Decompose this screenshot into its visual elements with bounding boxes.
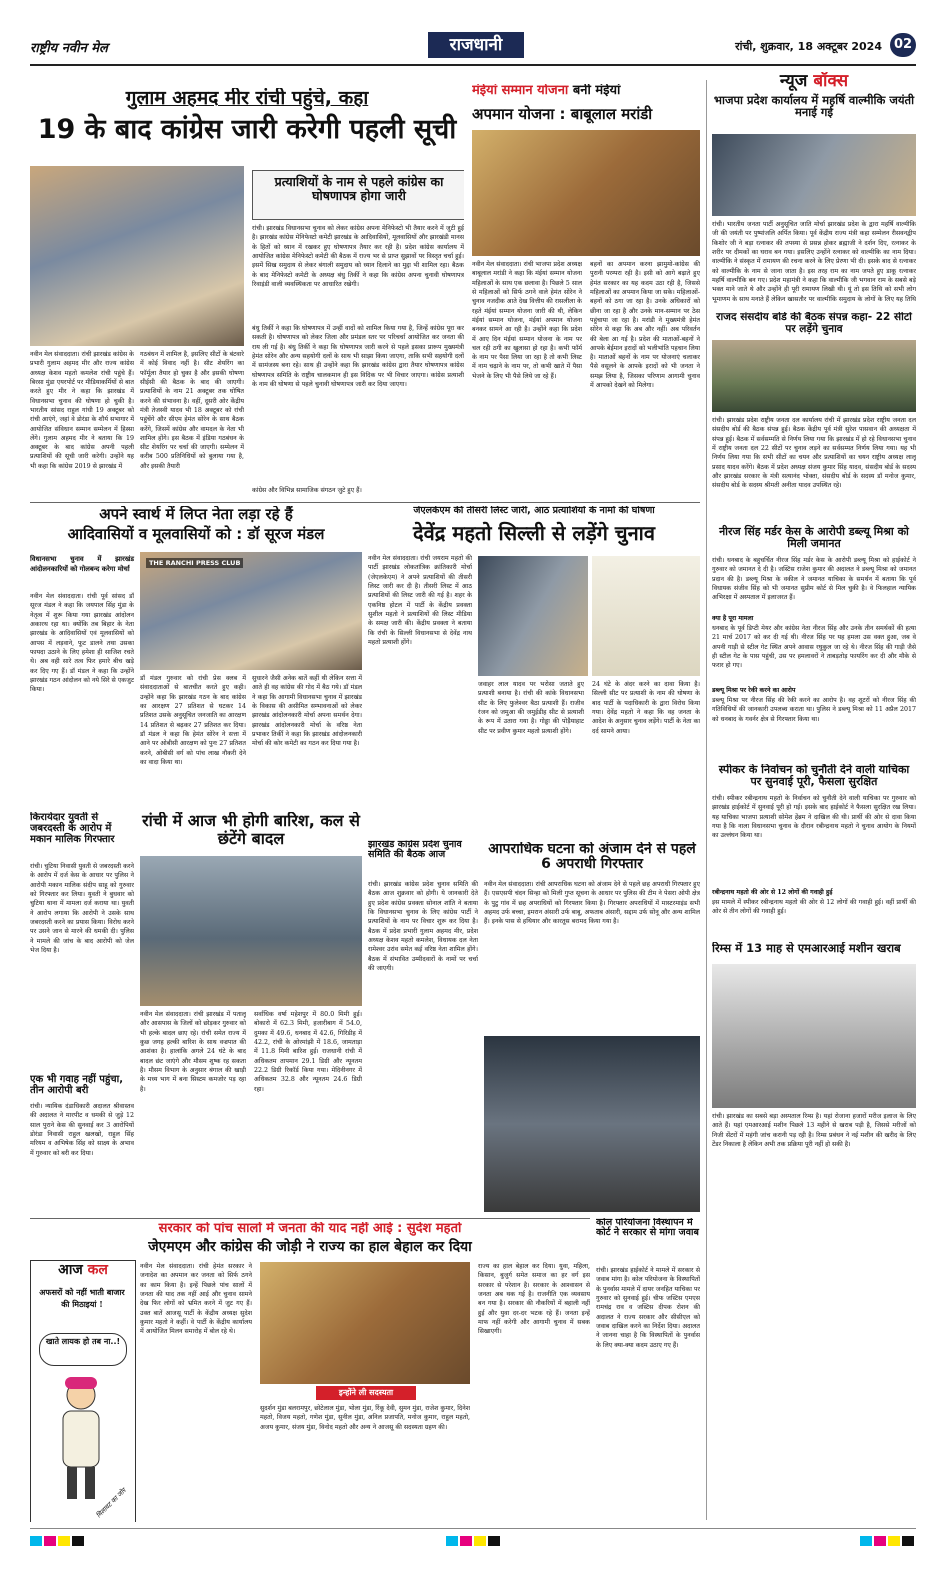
neeraj-sub-1-body: धनबाद के पूर्व डिप्टी मेयर और कांग्रेस नेता नीरज सिंह और उनके तीन समर्थकों की हत्या 21 मार्च 2017 को कर दी गई थी। नीरज सिंह पर यह हमला उस वक्त हुआ, जब वे अपनी गाड़ी से स्टील गेट स्थित अपने आवास रघुकुल जा रहे थे। नीरज सिंह की गाड़ी जैसे ही स्टील गेट के पास पहुंची, उस पर हमलावरों ने ताबड़तोड़ फायरिंग कर दी और मौके से फरार हो गए। bbox=[712, 625, 916, 670]
swatch-black-2 bbox=[488, 1536, 500, 1546]
maiyan-kicker bbox=[472, 84, 700, 98]
masthead-rule bbox=[30, 64, 916, 66]
swatch-cyan-2 bbox=[446, 1536, 458, 1546]
maiyan-body-col-2: बहनों का अपमान करना झामुमो-कांग्रेस की पुरानी परम्परा रही है। इसी को आगे बढ़ाते हुए हेमंत सरकार का यह कदम उठा रही है, जिससे महिलाओं का अपमान किया जा सके। महिलाओं-बहनों को ठगा जा रहा है। उनके अधिकारों को छीना जा रहा है और उनके मान-सम्मान पर ठेस पहुंचाया जा रहा है। मरांडी ने मुख्यमंत्री हेमंत सोरेन से कहा कि अब और नहीं। अब परिवर्तन की बेला आ गई है। प्रदेश की माताओं-बहनों ने आपके बेईमान इरादों को भलीभांति पहचान लिया है। माताओं बहनों के नाम पर योजनाएं चलाकर पैसे वसूलने के आपके इरादों को भी जनता ने समझ लिया है, जिसका परिणाम आगामी चुनाव में आपको देखने को मिलेगा। bbox=[590, 261, 700, 390]
sudesh-body-col-1: नवीन मेल संवाददाता। रांची हेमंत सरकार ने जनादेश का अपमान कर जनता को सिर्फ ठगने का काम किया है। इन्हें पिछले पांच सालों में जनता की याद तक नहीं आई और चुनाव सामने देख फिर लोगों को भ्रमित करने में जुट गए हैं। उक्त बातें आजसू पार्टी के केंद्रीय अध्यक्ष सुदेश कुमार महतो ने कहीं। वे पार्टी के केंद्रीय कार्यालय में आयोजित मिलन समारोह में बोल रहे थे। bbox=[140, 1263, 252, 1336]
ek-bhi-body: रांची। न्यायिक दंडाधिकारी अदालत श्रीवास्तव की अदालत ने मारपीट व धमकी से जुड़े 12 साल पुराने केस की सुनवाई कर 3 आरोपियों डोरंडा निवासी राहुल खलखो, राहुल सिंह मरियम व अभिषेक सिंह को साक्ष्य के अभाव में गुरुवार को बरी कर दिया। bbox=[30, 1103, 134, 1157]
registration-color-bar bbox=[30, 1528, 916, 1543]
rjd-headline: राजद संसदीय बोर्ड की बैठक संपन्न कहा- 22 सीटों पर लड़ेंगे चुनाव bbox=[716, 312, 912, 335]
swatch-yellow-3 bbox=[888, 1536, 900, 1546]
devendra-story bbox=[368, 506, 700, 836]
lead-photo-press-meet bbox=[30, 166, 244, 346]
suraj-body-col-1: नवीन मेल संवाददाता। रांची पूर्व सांसद डॉ सूरज मंडल ने कहा कि जयपाल सिंह मुंडा के नेतृत्व में शुरू किया गया झारखंड आंदोलन अकारथ रहा था। क्योंकि तब बिहार के नेता झारखंड के आदिवासियों एवं मूलवासियों को आपस में लड़वाने, फूट डालने तथा उसका फायदा उठाने के लिए हमेशा ही साजिश रचते थे। अब वही सारे तत्व फिर हमारे बीच खड़े कर दिए गए हैं। डॉ मंडल ने कहा कि उन्होंने झारखंड गठन आंदोलन को नये सिरे से एकजुट किया। bbox=[30, 593, 134, 694]
news-box-title bbox=[712, 72, 916, 91]
swatch-magenta bbox=[44, 1536, 56, 1546]
devendra-body-col-1: नवीन मेल संवाददाता। रांची जयराम महतो की पार्टी झारखंड लोकतांत्रिक क्रांतिकारी मोर्चा (जेएलकेएम) ने अपने प्रत्याशियों की तीसरी लिस्ट जारी कर दी है। तीसरी लिस्ट में आठ प्रत्याशियों की लिस्ट जारी की गई है। शहर के एकनिष्ठ होटल में पार्टी के केंद्रीय प्रवक्ता सुशील महतो ने प्रत्याशियों की लिस्ट मीडिया के समक्ष जारी की। केंद्रीय प्रवक्ता ने बताया कि रांची के सिल्ली विधानसभा से देवेंद्र नाथ महतो प्रत्याशी होंगे। bbox=[368, 555, 472, 646]
news-box-title-red: बॉक्स bbox=[813, 72, 849, 91]
swatch-magenta-2 bbox=[460, 1536, 472, 1546]
lead-body-col-4: बंधु तिर्की ने कहा कि घोषणापत्र में उन्हीं वादों को शामिल किया गया है, जिन्हें कांग्रेस पूरा कर सकती है। घोषणापत्र को लेकर जिला और प्रमंडल स्तर पर परिचर्चा आयोजित कर जनता की राय ली गई है। बंधु तिर्की ने कहा कि घोषणापत्र जारी करने से पहले इसका प्रारूप मुख्यमंत्री हेमंत सोरेन और अन्य सहयोगी दलों के साथ भी साझा किया जाएगा, ताकि सभी सहयोगी दलों में सामंजस्य बना रहे। साथ ही उन्होंने कहा कि झारखंड कांग्रेस द्वारा तैयार घोषणापत्र कांग्रेस घोषणापत्र समिति के राष्ट्रीय चालकमान ही इस विदिक पर भी विचार जाएगा। कांग्रेस प्रत्याशी के नाम की घोषणा से पहले चुनावी घोषणापत्र जारी कर दिया जाएगा। bbox=[252, 325, 464, 388]
cartoon-caption: अफसरों को नहीं भाती बाजार की मिठाइयां ! bbox=[39, 1287, 125, 1309]
jmm-cong-story bbox=[368, 840, 478, 1214]
rims-body: रांची। झारखंड का सबसे बड़ा अस्पताल रिम्स है। यहां रोजाना हजारों मरीज इलाज के लिए आते हैं। यहां एमआरआई मशीन पिछले 13 महीने से खराब पड़ी है, जिससे मरीजों को निजी सेंटरों में महंगी जांच करानी पड़ रही है। रिम्स प्रबंधन ने नई मशीन की खरीद के लिए टेंडर निकाला है लेकिन अभी तक प्रक्रिया पूरी नहीं हो सकी है। bbox=[712, 1113, 916, 1148]
devendra-kicker: जेएलकेएम की तीसरी लिस्ट जारी, आठ प्रत्याशियों के नामों की घोषणा bbox=[413, 506, 655, 516]
swatch-magenta-3 bbox=[874, 1536, 886, 1546]
cartoon-speech-bubble bbox=[39, 1333, 127, 1366]
sudesh-kicker: सरकार को पांच सालों में जनता की याद नहीं आई : सुदेश महतो bbox=[158, 1222, 462, 1236]
neeraj-sub-2-body: डब्ल्यू मिश्रा पर नीरज सिंह की रेकी करने का आरोप है। वह शूटरों को नीरज सिंह की गतिविधियों की जानकारी उपलब्ध कराता था। पुलिस ने डब्ल्यू मिश्रा को 11 अप्रैल 2017 को धनबाद के गवर्नर क्षेत्र से गिरफ्तार किया था। bbox=[712, 697, 916, 723]
swatch-black bbox=[72, 1536, 84, 1546]
neeraj-body: रांची। धनबाद के बहुचर्चित नीरज सिंह मर्डर केस के आरोपी डब्ल्यू मिश्रा को हाईकोर्ट ने गुरुवार को जमानत दे दी है। जस्टिस राजेश कुमार की अदालत ने डब्ल्यू मिश्रा को जमानत प्रदान की है। डब्ल्यू मिश्रा के वकील ने जमानत याचिका के समर्थन में बताया कि पूर्व विधायक संजीव सिंह को भी जमानत सुप्रीम कोर्ट से मिल चुकी है। वे फिलहाल न्यायिक अभिरक्षा में अस्पताल में इलाजरत हैं। bbox=[712, 557, 916, 602]
suraj-headline-1: अपने स्वार्थ में लिप्त नेता लड़ा रहे हैं bbox=[99, 506, 293, 523]
rjd-story bbox=[712, 312, 916, 760]
sudesh-headline: जेएमएम और कांग्रेस की जोड़ी ने राज्य का हाल बेहाल कर दिया bbox=[148, 1239, 472, 1256]
sudesh-body-col-3: राज्य का हाल बेहाल कर दिया। युवा, महिला, किसान, बुजुर्ग समेत समाज का हर वर्ग इस सरकार से परेशान है। सरकार के आश्वासन से जनता अब थक गई है। राजनीति एक व्यवसाय बन गया है। सरकार की नौकरियों में बहाली नहीं हुई और युवा दर-दर भटक रहे हैं। जनता इन्हें माफ नहीं करेगी और आगामी चुनाव में सबक सिखाएगी। bbox=[478, 1263, 590, 1336]
jmm-cong-headline: झारखंड कांग्रेस प्रदेश चुनाव समिति की बैठक आज bbox=[368, 840, 462, 861]
devendra-photo-list bbox=[592, 556, 700, 676]
cartoon-title-black: आज bbox=[58, 1262, 83, 1278]
cartoon-signature: मिलावट का जोर bbox=[94, 1486, 128, 1520]
apradh-photo-arrested bbox=[484, 1036, 700, 1212]
suraj-photo-press-club bbox=[140, 552, 362, 670]
lead-tail-note: कांग्रेस और विभिन्न सामाजिक संगठन जुटे हुए हैं। bbox=[252, 487, 362, 494]
sudesh-story bbox=[30, 1222, 590, 1522]
swatch-cyan bbox=[30, 1536, 42, 1546]
suraj-story bbox=[30, 506, 362, 806]
apradh-body: नवीन मेल संवाददाता। रांची आपराधिक घटना को अंजाम देने से पहले छह अपराधी गिरफ्तार हुए हैं। एसएसपी चंदन सिन्हा को मिली गुप्त सूचना के आधार पर पुलिस की टीम ने पेसरा ओपी क्षेत्र के पुटु गांव में छह अपराधियों को गिरफ्तार किया है। गिरफ्तार अपराधियों में मास्टरमाइंड सभी अहमद उर्फ बच्चा, इमरान अंसारी उर्फ बाबू, अफताब अंसारी, सद्दाम उर्फ सोनू और अन्य शामिल हैं। इनके पास से हथियार और कारतूस बरामद किया गया है। bbox=[484, 881, 700, 926]
maiyan-body-col-1: नवीन मेल संवाददाता। रांची भाजपा प्रदेश अध्यक्ष बाबूलाल मरांडी ने कहा कि मंईयां सम्मान योजना महिलाओं के साथ एक छलावा है। पिछले 5 साल से महिलाओं को सिर्फ ठगने वाले हेमंत सोरेन ने चुनाव नजदीक आते देख वित्तीय की रासलीला के रहते मंईयां सम्मान योजना जारी की थी, लेकिन मंईयां सम्मान योजना, मंईयां अपमान योजना बनकर सामने आ रही है। उन्होंने कहा कि प्रदेश में आए दिन मंईयां सम्मान योजना के नाम पर चल रही ठगी का खुलासा हो रहा है। कभी फॉर्म के नाम पर पैसा लिया जा रहा है तो कभी लिस्ट में नाम चढ़ाने के नाम पर, तो कभी खाते में पैसा भेजने के लिए भी पैसे लिये जा रहे हैं। bbox=[472, 261, 582, 380]
suraj-headline-2: आदिवासियों व मूलवासियों को : डॉ सूरज मंडल bbox=[67, 524, 325, 543]
sudesh-photo-label: इन्होंने ली सदस्यता bbox=[316, 1386, 416, 1400]
rjd-body: रांची। झारखंड प्रदेश राष्ट्रीय जनता दल कार्यालय रांची में झारखंड प्रदेश राष्ट्रीय जनता दल संसदीय बोर्ड की बैठक संपन्न हुई। बैठक केंद्रीय पूर्व मंत्री सुरेश पासवान की अध्यक्षता में संपन्न हुई। बैठक में सर्वसम्मति से निर्णय लिया गया कि झारखंड में हो रहे विधानसभा चुनाव में राष्ट्रीय जनता दल 22 सीटों पर चुनाव लड़ने का सर्वसम्मत निर्णय लिया गया। यह भी निर्णय लिया गया कि सभी सीटों का चयन और प्रत्याशियों का चयन राष्ट्रीय अध्यक्ष लालू प्रसाद यादव करेंगे। बैठक में प्रदेश अध्यक्ष संजय कुमार सिंह यादव, संसदीय बोर्ड के सदस्य और झारखंड सरकार के मंत्री सत्यानंद भोक्ता, संसदीय बोर्ड के सदस्य डॉ मनोज कुमार, संसदीय बोर्ड के सदस्य श्रीमती अनीता यादव उपस्थित रहे। bbox=[712, 417, 916, 490]
swatch-cyan-3 bbox=[860, 1536, 872, 1546]
devendra-body-col-3: 24 घंटे के अंदर करने का दावा किया है। सिल्ली सीट पर प्रत्याशी के नाम की घोषणा के बाद पार्टी के पदाधिकारी के द्वारा विरोध किया गया। देवेंद्र महतो ने कहा कि वह जनता के आदेश के अनुसार चुनाव लड़ेंगे। पार्टी के नेता का दर्द सामने आया। bbox=[592, 681, 700, 735]
masthead bbox=[30, 32, 916, 62]
speaker-sub: रबीन्द्रनाथ महतो की ओर से 12 लोगों की गवाही हुई bbox=[712, 889, 833, 896]
sudesh-photo-joining bbox=[260, 1262, 470, 1384]
devendra-headline: देवेंद्र महतो सिल्ली से लड़ेंगे चुनाव bbox=[413, 521, 655, 546]
apradh-story bbox=[484, 842, 700, 1212]
swatch-yellow-2 bbox=[474, 1536, 486, 1546]
paper-name: राष्ट्रीय नवीन मेल bbox=[30, 41, 108, 56]
maiyan-story bbox=[472, 84, 700, 498]
cartoon-title bbox=[31, 1263, 135, 1278]
suraj-photo-label: THE RANCHI PRESS CLUB bbox=[146, 558, 243, 568]
cartoon-title-red: कल bbox=[87, 1262, 108, 1278]
speaker-headline: स्पीकर के निर्वाचन को चुनौती देने वाली याचिका पर सुनवाई पूरी, फैसला सुरक्षित bbox=[718, 764, 910, 789]
kiraya-story bbox=[30, 812, 134, 1214]
neeraj-sub-2: डब्ल्यू मिश्रा पर रेकी करने का आरोप bbox=[712, 687, 796, 694]
ek-bhi-headline: एक भी गवाह नहीं पहुंचा, तीन आरोपी बरी bbox=[30, 1074, 124, 1096]
lead-body-col-3: रांची। झारखंड विधानसभा चुनाव को लेकर कांग्रेस अपना मेनिफेस्टो भी तैयार करने में जुटी हुई है। झारखंड कांग्रेस मेनिफेस्टो कमेटी झारखंड के आदिवासियों, मूलवासियों और झारखंडी मानस के हितों को ध्यान में रखकर हुए घोषणापत्र तैयार कर रही है। प्रदेश कांग्रेस कार्यालय में आयोजित कांग्रेस मेनिफेस्टो कमेटी की बैठक में राज्य भर से प्राप्त सुझावों पर विस्तृत चर्चा हुई। इसमें सिख समुदाय से लेकर बंगाली समुदाय को ध्यान दिलाने का मुद्दा भी शामिल रहा। बैठक के बाद मेनिफेस्टो कमेटी के अध्यक्ष बंधु तिर्की ने कहा कि कांग्रेस अपना चुनावी घोषणापत्र रिवाइंडी वाली व्यवस्थिकता पर आधारित रखेगी। bbox=[252, 225, 464, 288]
rjd-photo bbox=[712, 340, 916, 412]
section-banner: राजधानी bbox=[428, 32, 524, 58]
devendra-photo-press bbox=[478, 556, 588, 676]
swatch-black-3 bbox=[902, 1536, 914, 1546]
maiyan-photo-babulal bbox=[472, 130, 700, 256]
rims-story bbox=[712, 942, 916, 1522]
speaker-body: रांची। स्पीकर रबीन्द्रनाथ महतो के निर्वाचन को चुनौती देने वाली याचिका पर गुरुवार को झारखंड हाईकोर्ट में सुनवाई पूरी हो गई। इसके बाद हाईकोर्ट ने फैसला सुरक्षित रख लिया। यह याचिका भाजपा प्रत्याशी सोमेश हेंब्रम ने दाखिल की थी। प्रार्थी की ओर से दावा किया गया है कि नाला विधानसभा चुनाव के दौरान रबीन्द्रनाथ महतो ने चुनाव आयोग के नियमों का उल्लंघन किया था। bbox=[712, 795, 916, 840]
koal-story bbox=[596, 1218, 700, 1522]
barish-body-col-2: सर्वाधिक वर्षा महेशपुर में 80.0 मिमी हुई। बोकारो में 62.3 मिमी, हजारीबाग में 54.0, दुमका में 49.6, धनबाद में 42.6, गिरिडीह में 42.2, रांची के ओरमांझी में 18.6, जामताड़ा में 11.8 मिमी बारिश हुई। राजधानी रांची में अधिकतम तापमान 29.1 डिग्री और न्यूनतम 22.2 डिग्री रिकॉर्ड किया गया। मेदिनीनगर में अधिकतम 32.8 और न्यूनतम 24.6 डिग्री रहा। bbox=[254, 1011, 362, 1093]
suraj-side-label: विधानसभा चुनाव में झारखंड आंदोलनकारियों को गोलबन्द करेगा मोर्चा bbox=[30, 555, 134, 574]
lead-kicker: गुलाम अहमद मीर रांची पहुंचे, कहा bbox=[125, 88, 369, 109]
lead-body-col-1: नवीन मेल संवाददाता। रांची झारखंड कांग्रेस के प्रभारी गुलाम अहमद मीर और राज्य कांग्रेस अध्यक्ष केशव महतो कमलेश रांची पहुंचे हैं। बिरसा मुंडा एयरपोर्ट पर मीडियाकर्मियों से बात करते हुए मीर ने कहा कि झारखंड में विधानसभा चुनाव की घोषणा हो चुकी है। भारतीय सांसद राहुल गांधी 19 अक्टूबर को रांची आएंगे, जहां वे डोरंडा के शौर्य सभागार में आयोजित संविधान सम्मान सम्मेलन में हिस्सा लेंगे। गुलाम अहमद मीर ने बताया कि 19 अक्टूबर के बाद कांग्रेस अपनी पहली प्रत्याशियों की सूची जारी करेगी। उन्होंने यह भी कहा कि कांग्रेस 2019 से झारखंड में bbox=[30, 351, 134, 470]
jmm-cong-body: रांची। झारखंड कांग्रेस प्रदेश चुनाव समिति की बैठक आज शुक्रवार को होगी। ये जानकारी देते हुए प्रदेश कांग्रेस प्रवक्ता सोनाल शांति ने बताया कि विधानसभा चुनाव के लिए कांग्रेस पार्टी ने प्रत्याशियों के नाम पर विचार शुरू कर दिया है। बैठक में प्रदेश प्रभारी गुलाम अहमद मीर, प्रदेश अध्यक्ष केशव महतो कमलेश, विधायक दल नेता रामेश्वर उरांव समेत कई वरिष्ठ नेता शामिल होंगे। बैठक में संभावित उम्मीदवारों के नामों पर चर्चा की जाएगी। bbox=[368, 881, 478, 972]
devendra-body-col-2: जवाहर लाल यादव पर भरोसा जताते हुए प्रत्याशी बनाया है। रांची की कांके विधानसभा सीट के लिए फुलेश्वर बैठा प्रत्याशी हैं। राजीव रंजन को जमुआ की जमुईडीह सीट से प्रत्याशी के रूप में उतारा गया है। गोड्डा की पोड़ैयाहाट सीट पर प्रवीण कुमार महतो प्रत्याशी होंगे। bbox=[478, 681, 584, 735]
cartoon-figure bbox=[51, 1373, 111, 1503]
maiyan-kicker-red: मंईयां सम्मान योजना bbox=[472, 84, 569, 98]
lead-subhead-box bbox=[252, 170, 464, 220]
barish-story bbox=[140, 812, 362, 1214]
maiyan-headline: अपमान योजना : बाबूलाल मरांडी bbox=[472, 105, 653, 124]
column-rule-right bbox=[706, 80, 707, 1520]
cartoon-bubble-text: खाते लायक हो तब ना..! bbox=[45, 1337, 121, 1346]
dateline: रांची, शुक्रवार, 18 अक्टूबर 2024 bbox=[735, 40, 882, 53]
suraj-body-col-2: डॉ मंडल गुरुवार को रांची प्रेस क्लब में संवाददाताओं से बातचीत करते हुए कही। उन्होंने कहा कि झारखंड गठन के बाद कांग्रेस का आरक्षण 27 प्रतिशत से घटकर 14 प्रतिशत उसके अनुसूचित जनजाति का आरक्षण 14 प्रतिशत से बढ़कर 27 प्रतिशत कर दिया। डॉ मंडल ने कहा कि हेमंत सोरेन ने सत्ता में आने पर ओबीसी आरक्षण को पुनः 27 प्रतिशत करने, ओबीसी वर्ग को पांच लाख नौकरी देने का वादा किया था। bbox=[140, 675, 246, 766]
barish-photo-rain bbox=[140, 856, 362, 1006]
barish-body-col-1: नवीन मेल संवाददाता। रांची झारखंड में पतालू और आसपास के जिलों को छोड़कर गुरुवार को भी हल्के बादल छाए रहे। रांची समेत राज्य में कुछ जगह हल्की बारिश के साथ वज्रपात की आशंका है। हालांकि अगले 24 घंटे के बाद बादल छंट जाएंगे और मौसम शुष्क रह सकता है। मौसम विभाग के अनुसार बंगाल की खाड़ी के मध्य भाग में बना सिस्टम कमजोर पड़ रहा है। bbox=[140, 1011, 246, 1093]
cartoon-box bbox=[30, 1260, 136, 1522]
lead-headline: 19 के बाद कांग्रेस जारी करेगी पहली सूची bbox=[37, 113, 457, 145]
news-box-title-black: न्यूज bbox=[779, 72, 808, 91]
speaker-story bbox=[712, 764, 916, 934]
neeraj-sub-1: क्या है पूरा मामला bbox=[712, 615, 754, 622]
news-box-headline: भाजपा प्रदेश कार्यालय में महर्षि वाल्मीकि जयंती मनाई गई bbox=[713, 92, 915, 120]
apradh-headline: आपराधिक घटना को अंजाम देने से पहले 6 अपराधी गिरफ्तार bbox=[488, 842, 696, 873]
neeraj-headline: नीरज सिंह मर्डर केस के आरोपी डब्ल्यू मिश्रा को मिली जमानत bbox=[719, 525, 909, 551]
speaker-sub-body: इस मामले में स्पीकर रबीन्द्रनाथ महतो की ओर से 12 लोगों की गवाही हुई। वहीं प्रार्थी की ओर से तीन लोगों की गवाही हुई। bbox=[712, 899, 916, 916]
barish-headline: रांची में आज भी होगी बारिश, कल से छंटेंगे बादल bbox=[142, 812, 360, 848]
lead-body-col-2: गठबंधन में शामिल है, इसलिए सीटों के बंटवारे में कोई विवाद नहीं है। सीट शेयरिंग का फॉर्मूला तैयार हो चुका है और इसकी घोषणा सीईसी की बैठक के बाद की जाएगी। प्रत्याशियों के नाम 21 अक्टूबर तक घोषित करने की संभावना है। वहीं, दूसरी ओर केंद्रीय मंत्री तेजस्वी यादव भी 18 अक्टूबर को रांची पहुंचेंगे और सीएम हेमंत सोरेन के साथ बैठक करेंगे, जिसमें कांग्रेस और वामदल के नेता भी शामिल होंगे। इस बैठक में इंडिया गठबंधन के सीट शेयरिंग पर चर्चा की जाएगी। सम्मेलन में करीब 500 प्रतिनिधियों को बुलाया गया है, और इसकी तैयारी bbox=[140, 351, 244, 470]
koal-headline: कोल परियोजना विस्थापन में कोर्ट ने सरकार से मांगा जवाब bbox=[596, 1218, 699, 1239]
section-rule-mid bbox=[30, 502, 700, 503]
swatch-yellow bbox=[58, 1536, 70, 1546]
suraj-body-col-3: सुधारने जैसी अनेक बातें कहीं थी लेकिन सत्ता में आते ही वह कांग्रेस की गोद में बैठ गये। डॉ मंडल ने कहा कि आगामी विधानसभा चुनाव में झारखंड के विकास की असीमित सम्भावनाओं को लेकर झारखंड आंदोलनकारी मोर्चा अपना समर्थन देगा। झारखंड आंदोलनकारी मोर्चा के वरिष्ठ नेता प्रभाकर तिर्की ने कहा कि झारखंड आंदोलनकारी मोर्चा की कोर कमेटी का गठन कर दिया गया है। bbox=[252, 675, 362, 748]
maiyan-kicker-black: बनी मंईयां bbox=[572, 84, 621, 98]
page-number-badge: 02 bbox=[890, 33, 916, 57]
kiraya-body: रांची। चुटिया निवासी युवती से जबरदस्ती करने के आरोप में दर्ज केस के आधार पर पुलिस ने आरोपी मकान मालिक संदीप साहू को गुरुवार को गिरफ्तार कर लिया। युवती ने बुधवार को चुटिया थाना में मामला दर्ज कराया था। युवती ने आरोप लगाया कि आरोपी ने उसके साथ जबरदस्ती करने का प्रयास किया। विरोध करने पर उसने जान से मारने की धमकी दी। पुलिस ने मामले की जांच के बाद आरोपी को जेल भेज दिया है। bbox=[30, 863, 134, 954]
section-rule-bottom bbox=[30, 1218, 590, 1219]
kiraya-headline: किरायेदार युवती से जबरदस्ती के आरोप में मकान मालिक गिरफ्तार bbox=[30, 812, 115, 845]
rims-photo-mri bbox=[712, 964, 916, 1108]
lead-story bbox=[30, 88, 464, 500]
rims-headline: रिम्स में 13 माह से एमआरआई मशीन खराब bbox=[712, 942, 901, 955]
lead-sub-headline: प्रत्याशियों के नाम से पहले कांग्रेस का घोषणापत्र होगा जारी bbox=[274, 174, 444, 203]
news-box-photo bbox=[712, 134, 916, 216]
news-box-body: रांची। भारतीय जनता पार्टी अनुसूचित जाति मोर्चा झारखंड प्रदेश के द्वारा महर्षि वाल्मीकि जी की जयंती पर पुष्पांजलि अर्पित किया। पूर्व केंद्रीय राज्य मंत्री कहा सम्मेलन रीसवनद्वीप किशोर जी ने बड़ा रत्नाकर की तपस्या से प्रसन्न होकर ब्रह्माजी ने दर्शन दिए, रत्नाकर के शरीर पर दीमकों का घराव बन गया। इसलिए उन्होंने रत्नाकर को वाल्मीकि का नाम दिया। वाल्मीकि ने संस्कृत में रामायण की रचना करने के लिए प्रेरणा भी दी। इसके बाद से रत्नाकर को वाल्मीकि के नाम से जाना जाता है। इस तरह राम का नाम जपते हुए डाकू रत्नाकर महर्षि वाल्मीकि बन गए। प्रदेश महामंत्री ने कहा कि वाल्मीकि जी भगवान राम के सबसे बड़े भक्त माने जाते थे और उन्होंने ही पूरी रामायण लिखी थी। यूं तो इस तिथि को सभी लोग भूमाणम के साथ मनाते हैं लेकिन खासतौर पर वाल्मीकि समुदाय के लोगों के लिए यह तिथि bbox=[712, 221, 916, 303]
sudesh-members: सुदर्शन मुंडा बलरामपुर, छोटेलाल मुंडा, भोला मुंडा, रिंकू देवी, सुमन मुंडा, राजेश कुमार, दिनेश महतो, विजय महतो, गणेश मुंडा, सुनील मुंडा, अनिल प्रजापति, मनोज कुमार, राहुल महतो, अजय कुमार, संजय मुंडा, विनोद महतो और अन्य ने आजसू की सदस्यता ग्रहण की। bbox=[260, 1405, 470, 1431]
koal-body: रांची। झारखंड हाईकोर्ट ने मामले में सरकार से जवाब मांगा है। कोल परियोजना के विस्थापितों के पुनर्वास मामले में दायर जनहित याचिका पर गुरुवार को सुनवाई हुई। चीफ जस्टिस एमएस रामचंद्र राव व जस्टिस दीपक रोशन की अदालत ने राज्य सरकार और सीसीएल को जवाब दाखिल करने का निर्देश दिया। अदालत ने जानना चाहा है कि विस्थापितों के पुनर्वास के लिए क्या-क्या कदम उठाए गए हैं। bbox=[596, 1267, 700, 1349]
news-box bbox=[712, 72, 916, 304]
